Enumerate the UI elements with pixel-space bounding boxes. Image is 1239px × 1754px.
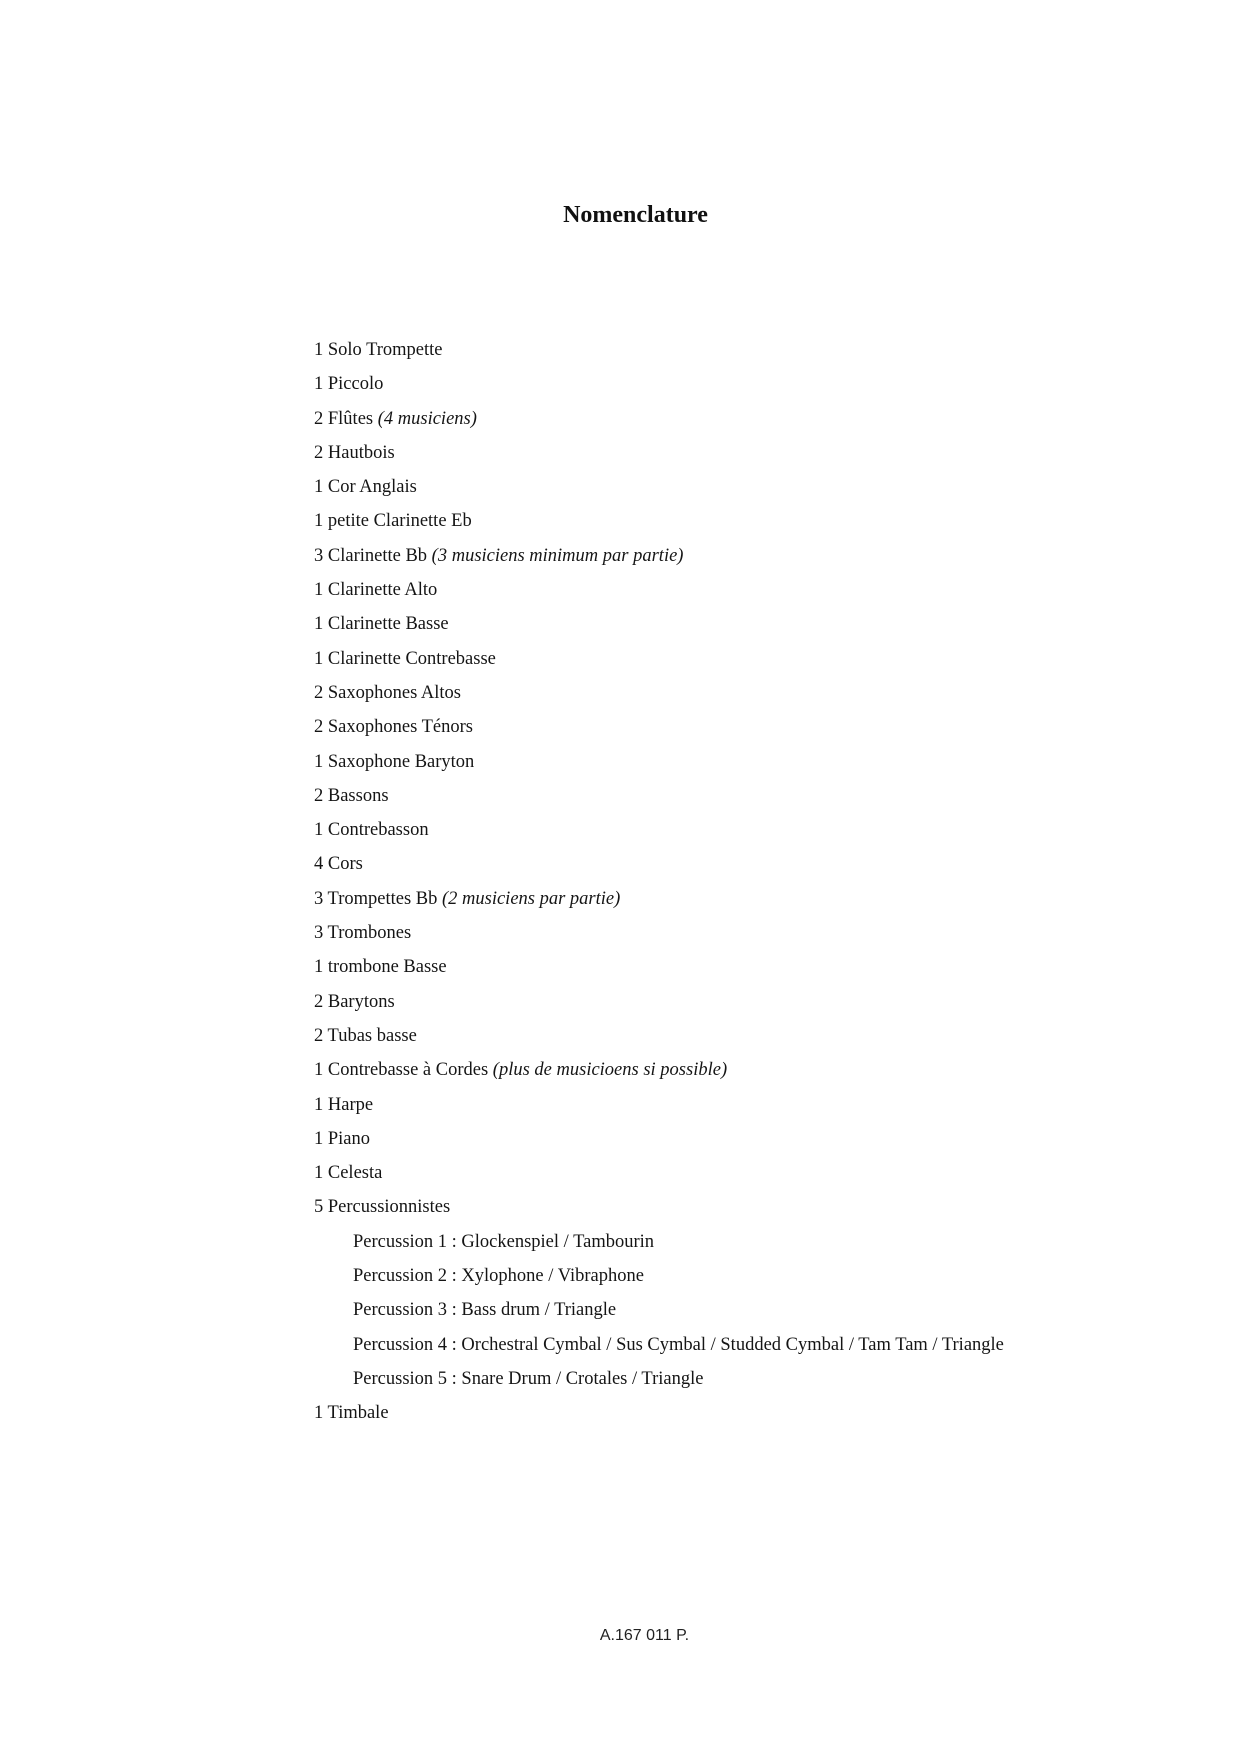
percussion-name: Percussion 1 : Glockenspiel / Tambourin <box>353 1231 655 1252</box>
instrument-name: 2 Hautbois <box>314 442 395 463</box>
percussion-item <box>314 1362 1004 1396</box>
instrument-name: 1 Contrebasson <box>314 820 429 841</box>
instrument-name: 3 Clarinette Bb <box>314 545 428 566</box>
percussion-name: Percussion 5 : Snare Drum / Crotales / Triangle <box>353 1368 704 1389</box>
instrument-item <box>314 1190 1004 1224</box>
percussion-item <box>314 1293 1004 1327</box>
instrument-item <box>314 642 1004 676</box>
instrument-item <box>314 882 1004 916</box>
instrument-name: 2 Saxophones Altos <box>314 682 461 703</box>
instrument-name: 1 Piccolo <box>314 374 384 395</box>
instrument-item <box>314 367 1004 401</box>
instrument-name: 4 Cors <box>314 854 363 875</box>
percussion-item <box>314 1225 1004 1259</box>
percussion-item <box>314 1328 1004 1362</box>
instrument-item <box>314 470 1004 504</box>
instrument-name: 1 Contrebasse à Cordes <box>314 1060 489 1081</box>
instrument-item <box>314 607 1004 641</box>
instrument-name: 3 Trompettes Bb <box>314 888 438 909</box>
instrument-item <box>314 504 1004 538</box>
instrument-item <box>314 779 1004 813</box>
instrument-name: 1 Cor Anglais <box>314 477 417 498</box>
instrument-item <box>314 436 1004 470</box>
instrument-item <box>314 1396 1004 1430</box>
instrument-note: (3 musiciens minimum par partie) <box>431 545 684 566</box>
instrument-item <box>314 333 1004 367</box>
instrument-item <box>314 847 1004 881</box>
instrument-item <box>314 916 1004 950</box>
percussion-name: Percussion 3 : Bass drum / Triangle <box>353 1300 617 1321</box>
instrument-name: 2 Tubas basse <box>314 1025 417 1046</box>
instrument-item <box>314 745 1004 779</box>
instrument-item <box>314 1156 1004 1190</box>
instrument-item <box>314 1088 1004 1122</box>
instrument-note: (2 musiciens par partie) <box>441 888 621 909</box>
instrument-name: 3 Trombones <box>314 923 412 944</box>
instrument-name: 1 Harpe <box>314 1094 374 1115</box>
page-title: Nomenclature <box>563 202 708 228</box>
instrument-name: 1 Timbale <box>314 1403 389 1424</box>
instrument-name: 1 Clarinette Contrebasse <box>314 648 496 669</box>
instrument-item <box>314 1019 1004 1053</box>
instrument-name: 1 Piano <box>314 1128 371 1149</box>
instrument-list <box>314 333 1004 1431</box>
instrument-name: 2 Barytons <box>314 991 395 1012</box>
instrument-name: 1 Solo Trompette <box>314 340 443 360</box>
percussion-name: Percussion 2 : Xylophone / Vibraphone <box>353 1266 644 1287</box>
instrument-item <box>314 710 1004 744</box>
instrument-item <box>314 402 1004 436</box>
instrument-item <box>314 573 1004 607</box>
instrument-name: 2 Bassons <box>314 785 389 806</box>
instrument-name: 1 petite Clarinette Eb <box>314 511 472 532</box>
instrument-note: (plus de musicioens si possible) <box>492 1060 728 1081</box>
instrument-name: 1 Clarinette Alto <box>314 580 438 601</box>
instrument-name: 2 Saxophones Ténors <box>314 717 473 738</box>
instrument-name: 1 Celesta <box>314 1163 383 1184</box>
instrument-item <box>314 813 1004 847</box>
instrument-item <box>314 950 1004 984</box>
instrument-note: (4 musiciens) <box>377 408 477 429</box>
instrument-item <box>314 539 1004 573</box>
instrument-item <box>314 1122 1004 1156</box>
instrument-item <box>314 985 1004 1019</box>
instrument-name: 1 trombone Basse <box>314 957 447 978</box>
percussion-name: Percussion 4 : Orchestral Cymbal / Sus Cymbal / Studded Cymbal / Tam Tam / Triangle <box>353 1334 1004 1355</box>
instrument-name: 1 Clarinette Basse <box>314 614 449 635</box>
instrument-item <box>314 1053 1004 1087</box>
instrument-item <box>314 676 1004 710</box>
instrument-name: 2 Flûtes <box>314 408 374 429</box>
instrument-name: 1 Saxophone Baryton <box>314 751 475 772</box>
percussion-item <box>314 1259 1004 1293</box>
catalog-number: A.167 011 P. <box>599 1627 690 1644</box>
instrument-name: 5 Percussionnistes <box>314 1197 451 1218</box>
